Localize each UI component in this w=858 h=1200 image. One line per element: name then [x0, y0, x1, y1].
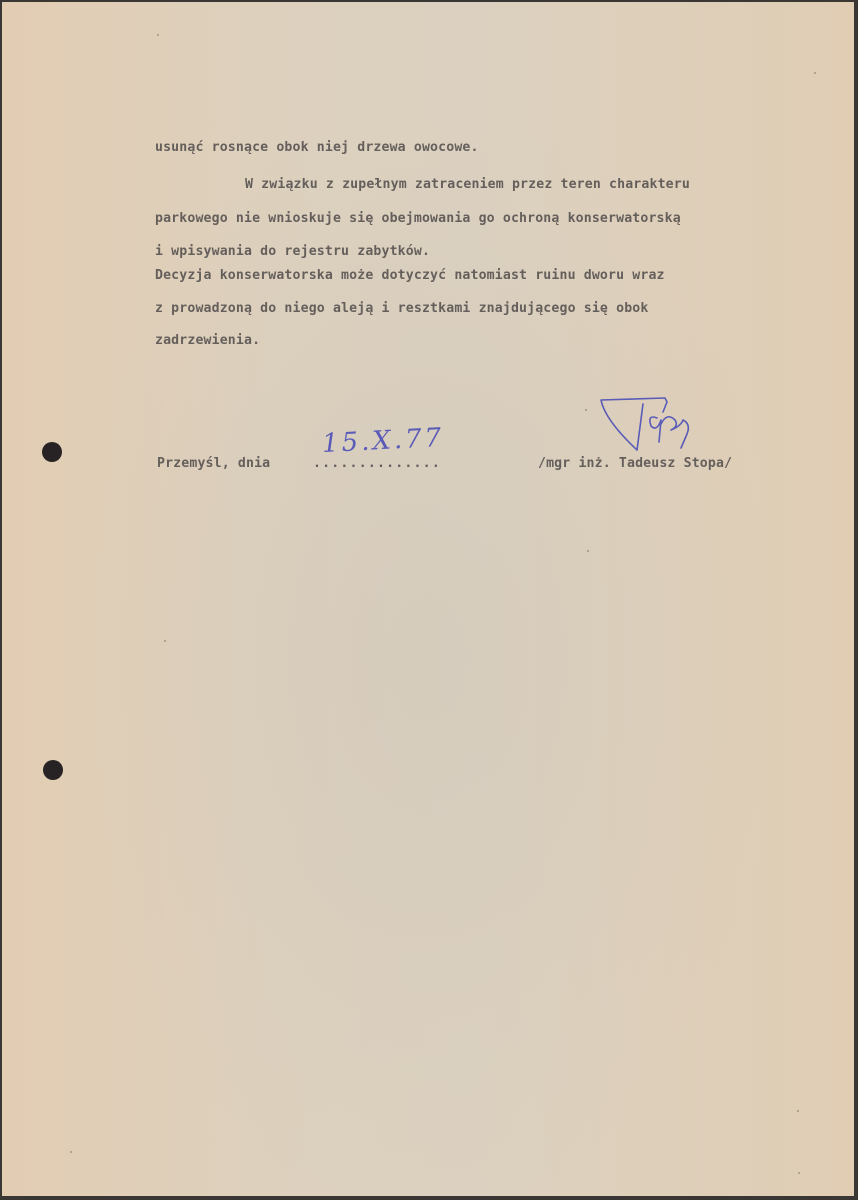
paper-speck [814, 72, 816, 74]
paper-speck [585, 409, 587, 411]
paragraph-3-line-2: z prowadzoną do niego aleją i resztkami znajdującego się obok [155, 301, 649, 316]
place-label: Przemyśl, dnia [157, 456, 271, 471]
paragraph-2-line-3: i wpisywania do rejestru zabytków. [155, 244, 431, 259]
paragraph-3-line-1: Decyzja konserwatorska może dotyczyć natomiast ruinu dworu wraz [155, 268, 665, 283]
paper-speck [798, 1172, 800, 1174]
paper-speck [70, 1151, 72, 1153]
paper-speck [164, 640, 166, 642]
punch-hole-bottom [43, 760, 63, 780]
signatory-name: /mgr inż. Tadeusz Stopa/ [538, 456, 733, 471]
signature-icon [595, 390, 715, 460]
paper-speck [587, 550, 589, 552]
paragraph-2-line-1: W związku z zupełnym zatraceniem przez teren charakteru [245, 177, 690, 192]
paper-speck [157, 34, 159, 36]
document-page [2, 2, 854, 1196]
paper-speck [797, 1110, 799, 1112]
handwritten-date: 15.X.77 [321, 422, 445, 460]
paragraph-2-line-2: parkowego nie wnioskuje się obejmowania go ochroną konserwatorską [155, 211, 681, 226]
date-dotted-line: .............. [313, 456, 441, 471]
paragraph-1-line-1: usunąć rosnące obok niej drzewa owocowe. [155, 140, 479, 155]
paragraph-3-line-3: zadrzewienia. [155, 333, 261, 348]
punch-hole-top [42, 442, 62, 462]
